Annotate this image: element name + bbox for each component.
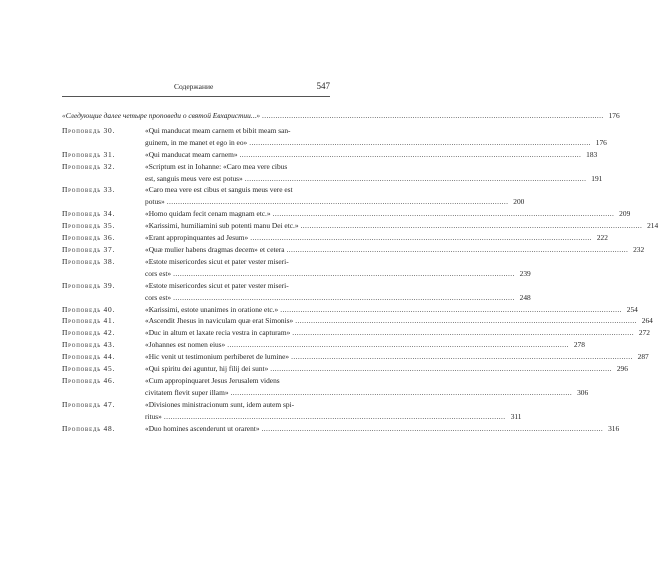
toc-entry-title: «Caro mea vere est cibus et sanguis meus vere est — [145, 185, 293, 195]
toc-page-number: 176 — [608, 111, 620, 120]
page-number: 547 — [316, 81, 330, 91]
toc-entry-title: est, sanguis meus vere est potus» — [145, 173, 243, 183]
toc-entry-body — [145, 304, 638, 316]
toc-page-number: 183 — [586, 149, 598, 159]
toc-entry-body — [145, 399, 522, 423]
toc-line — [145, 399, 330, 411]
dot-leader — [287, 244, 629, 256]
toc-intro-text: «Следующие далее четыре проповеди о святой Евхаристии...» — [62, 111, 261, 120]
toc-entry-title: «Estote misericordes sicut et pater vester miseri- — [145, 256, 289, 266]
toc-entry-title: «Qui manducat meam carnem et bibit meam san- — [145, 125, 291, 135]
toc-page-number: 176 — [595, 137, 607, 147]
toc-line — [145, 220, 658, 232]
toc-entry — [62, 399, 522, 423]
toc-page-number: 316 — [608, 423, 620, 433]
toc-entry-title: «Qui manducat meam carnem» — [145, 149, 238, 159]
dot-leader — [173, 292, 515, 304]
toc-entry-label: Проповедь 46. — [62, 375, 116, 385]
toc-page-number: 214 — [647, 221, 658, 231]
toc-page-number: 248 — [519, 292, 531, 302]
toc-page-number: 296 — [616, 364, 628, 374]
toc-entry-label: Проповедь 41. — [62, 316, 116, 326]
toc-entry — [62, 339, 585, 351]
toc-line — [145, 161, 330, 173]
toc-entry-label: Проповедь 43. — [62, 340, 116, 350]
toc-line — [145, 351, 649, 363]
toc-entry — [62, 149, 598, 161]
toc-line — [62, 110, 620, 122]
toc-entry — [62, 244, 645, 256]
toc-entry-label: Проповедь 31. — [62, 149, 116, 159]
dot-leader — [173, 268, 515, 280]
running-header-title: Содержание — [174, 82, 214, 91]
dot-leader — [249, 137, 591, 149]
toc-entry-title: «Karissimi, humiliamini sub potenti manu Dei etc.» — [145, 221, 299, 231]
toc-entry-label: Проповедь 44. — [62, 352, 116, 362]
toc-entry-label: Проповедь 39. — [62, 280, 116, 290]
toc-entry — [62, 375, 589, 399]
toc-entry-title: civitatem flevit super illam» — [145, 387, 229, 397]
toc-entry-label: Проповедь 34. — [62, 209, 116, 219]
toc-page-number: 222 — [596, 233, 608, 243]
toc-entry — [62, 423, 620, 435]
toc-entry-title: «Homo quidam fecit cenam magnam etc.» — [145, 209, 271, 219]
toc-entry-title: «Scriptum est in Iohanne: «Caro mea vere cibus — [145, 161, 288, 171]
toc-entry-list — [62, 125, 658, 435]
toc-entry-body — [145, 232, 608, 244]
toc-entry — [62, 232, 608, 244]
toc-line — [145, 375, 330, 387]
toc-entry — [62, 184, 525, 208]
toc-line — [145, 184, 330, 196]
dot-leader — [262, 110, 604, 122]
toc-entry-label: Проповедь 45. — [62, 364, 116, 374]
toc-line — [145, 315, 653, 327]
toc-entry-title: «Quæ mulier habens dragmas decem» et cetera — [145, 244, 285, 254]
toc-entry-body — [145, 125, 607, 149]
toc-entry-body — [145, 280, 531, 304]
toc-entry-label: Проповедь 40. — [62, 304, 116, 314]
toc-entry — [62, 280, 531, 304]
toc-entry-title: guinem, in me manet et ego in eo» — [145, 137, 248, 147]
toc-page-number: 254 — [626, 304, 638, 314]
toc-line — [145, 149, 598, 161]
toc-entry — [62, 327, 650, 339]
toc-entry-body — [145, 208, 631, 220]
toc-page-number: 278 — [573, 340, 585, 350]
toc-page-number: 311 — [510, 411, 522, 421]
toc-entry-label: Проповедь 35. — [62, 221, 116, 231]
toc-entry — [62, 363, 628, 375]
toc-entry — [62, 220, 658, 232]
toc-line — [145, 268, 531, 280]
toc-page-number: 191 — [591, 173, 603, 183]
dot-leader — [167, 196, 509, 208]
toc-entry-title: potus» — [145, 197, 165, 207]
toc-line — [145, 304, 638, 316]
toc-entry — [62, 315, 653, 327]
toc-entry-label: Проповедь 33. — [62, 185, 116, 195]
toc-entry-label: Проповедь 30. — [62, 125, 116, 135]
toc-entry-body — [145, 375, 589, 399]
toc-entry-body — [145, 351, 649, 363]
table-of-contents — [62, 110, 658, 434]
toc-entry-label: Проповедь 42. — [62, 328, 116, 338]
toc-entry-label: Проповедь 36. — [62, 233, 116, 243]
toc-line — [145, 423, 620, 435]
toc-entry-body — [145, 220, 658, 232]
toc-entry-body — [145, 339, 585, 351]
toc-entry-title: «Duc in altum et laxate recia vestra in capturam» — [145, 328, 291, 338]
toc-entry-title: «Ascendit Jhesus in naviculam quæ erat Simonis» — [145, 316, 294, 326]
toc-line — [145, 232, 608, 244]
toc-entry-label: Проповедь 47. — [62, 399, 116, 409]
toc-page-number: 232 — [633, 244, 645, 254]
dot-leader — [227, 339, 569, 351]
toc-entry-body — [145, 423, 620, 435]
toc-line — [145, 339, 585, 351]
dot-leader — [250, 232, 592, 244]
toc-entry-body — [145, 244, 645, 256]
dot-leader — [273, 208, 615, 220]
toc-line — [145, 208, 631, 220]
header-rule — [62, 96, 330, 97]
toc-line — [145, 244, 645, 256]
dot-leader — [262, 423, 604, 435]
toc-entry — [62, 125, 607, 149]
toc-entry-body — [145, 363, 628, 375]
toc-line — [145, 411, 522, 423]
toc-entry-title: «Karissimi, estote unanimes in oratione etc.» — [145, 304, 279, 314]
toc-entry-title: «Erant appropinquantes ad Jesum» — [145, 233, 249, 243]
toc-page-number: 200 — [513, 197, 525, 207]
toc-entry-title: «Duo homines ascenderunt ut orarent» — [145, 423, 260, 433]
toc-entry — [62, 351, 649, 363]
toc-entry-title: «Cum appropinquaret Jesus Jerusalem videns — [145, 375, 280, 385]
toc-entry — [62, 208, 631, 220]
toc-entry-label: Проповедь 32. — [62, 161, 116, 171]
toc-entry-title: cors est» — [145, 268, 172, 278]
toc-entry — [62, 161, 603, 185]
toc-line — [145, 387, 589, 399]
toc-line — [145, 256, 330, 268]
toc-page-number: 287 — [637, 352, 649, 362]
dot-leader — [280, 304, 622, 316]
toc-line — [145, 125, 330, 137]
toc-page-number: 239 — [519, 268, 531, 278]
toc-line — [145, 292, 531, 304]
toc-entry-label: Проповедь 38. — [62, 256, 116, 266]
toc-line — [145, 363, 628, 375]
toc-page-number: 272 — [638, 328, 650, 338]
dot-leader — [270, 363, 612, 375]
toc-entry-title: «Estote misericordes sicut et pater vester miseri- — [145, 280, 289, 290]
dot-leader — [245, 173, 587, 185]
dot-leader — [301, 220, 643, 232]
dot-leader — [291, 351, 633, 363]
toc-entry — [62, 256, 531, 280]
toc-page-number: 209 — [619, 209, 631, 219]
toc-intro-entry — [62, 110, 620, 122]
toc-entry-title: «Johannes est nomen eius» — [145, 340, 226, 350]
toc-entry-body — [145, 256, 531, 280]
toc-line — [145, 196, 525, 208]
toc-entry-body — [145, 184, 525, 208]
dot-leader — [295, 315, 637, 327]
toc-entry-label: Проповедь 48. — [62, 423, 116, 433]
toc-page-number: 264 — [641, 316, 653, 326]
toc-entry-body — [145, 161, 603, 185]
toc-entry-title: «Divisiones ministracionum sunt, idem autem spi- — [145, 399, 295, 409]
toc-entry-title: ritus» — [145, 411, 162, 421]
toc-line — [145, 137, 607, 149]
toc-line — [145, 327, 650, 339]
running-header — [62, 82, 330, 96]
dot-leader — [240, 149, 582, 161]
toc-page-number: 306 — [577, 387, 589, 397]
toc-entry-title: cors est» — [145, 292, 172, 302]
dot-leader — [292, 327, 634, 339]
toc-entry-body — [145, 149, 598, 161]
dot-leader — [164, 411, 506, 423]
toc-line — [145, 280, 330, 292]
toc-entry-title: «Hic venit ut testimonium perhiberet de lumine» — [145, 352, 290, 362]
toc-entry-body — [145, 315, 653, 327]
toc-line — [145, 173, 603, 185]
toc-entry-label: Проповедь 37. — [62, 244, 116, 254]
toc-entry-body — [145, 327, 650, 339]
dot-leader — [231, 387, 573, 399]
toc-entry — [62, 304, 638, 316]
toc-entry-title: «Qui spiritu dei aguntur, hij filij dei sunt» — [145, 364, 269, 374]
